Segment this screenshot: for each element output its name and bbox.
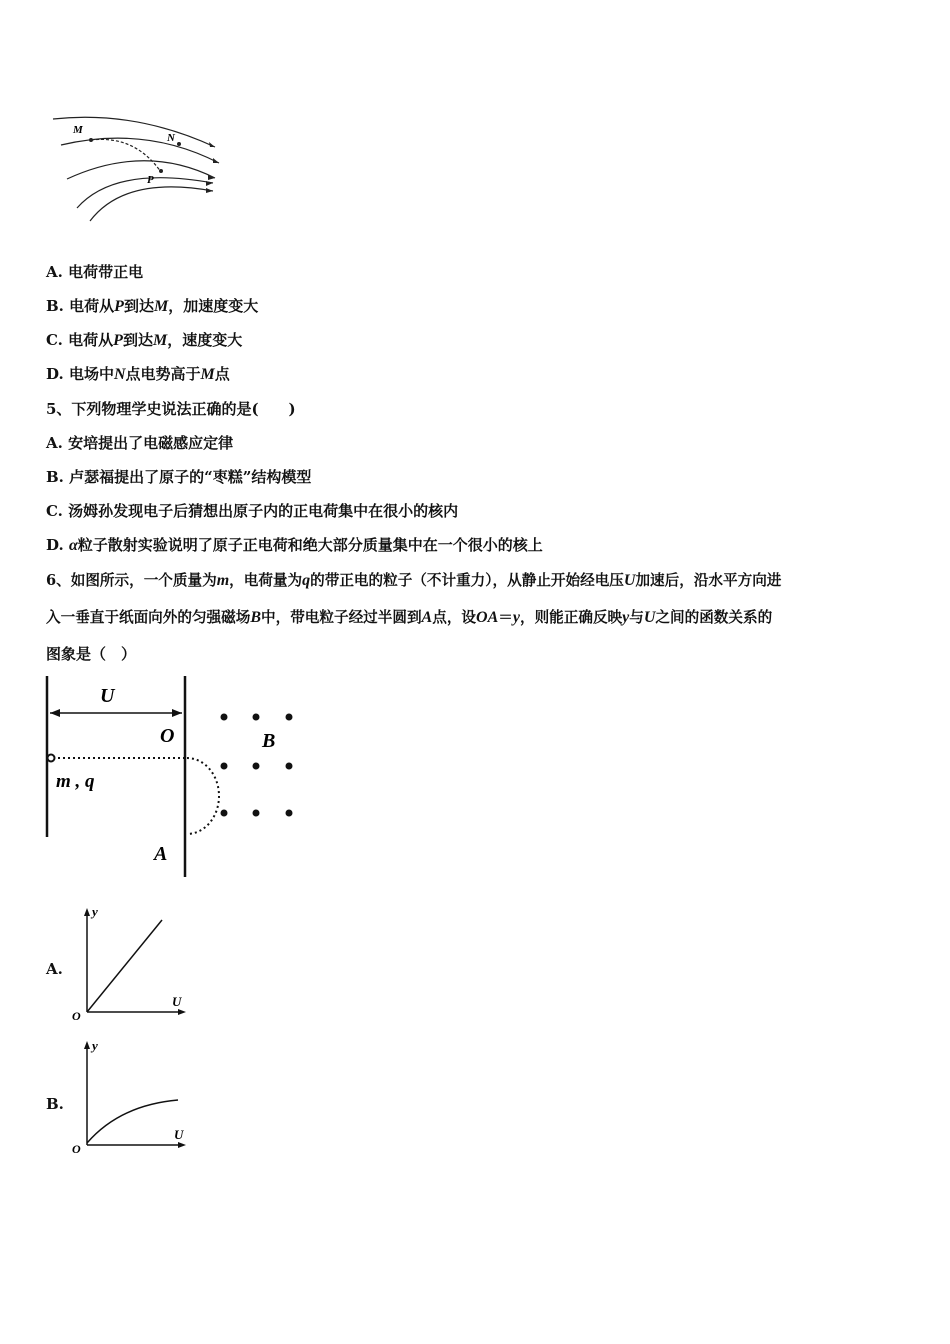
label-o: O (160, 725, 175, 747)
origin-label: O (72, 1009, 81, 1023)
label-m: M (73, 124, 83, 136)
q4-option-c: C. 电荷从P到达M，速度变大 (46, 331, 243, 349)
q6-stem-line3: 图象是（ ） (46, 645, 137, 663)
q5-option-c: C. 汤姆孙发现电子后猜想出原子内的正电荷集中在很小的核内 (46, 502, 459, 520)
q6-stem-line2: 入一垂直于纸面向外的匀强磁场B中，带电粒子经过半圆到A点，设OA＝y，则能正确反映y与U之间的函数关系的 (46, 609, 773, 626)
label-a: A (154, 843, 168, 865)
label-p: P (147, 174, 154, 186)
label-mq: m , q (56, 771, 95, 792)
q5-option-b: B. 卢瑟福提出了原子的“枣糕”结构模型 (46, 468, 312, 486)
field-lines-figure (45, 105, 225, 230)
label-u: U (100, 685, 115, 707)
origin-label: O (72, 1142, 81, 1156)
label-b: B (262, 730, 276, 752)
q4-option-d: D. 电场中N点电势高于M点 (46, 365, 230, 383)
graph-option-b (70, 1035, 190, 1160)
q5-option-a: A. 安培提出了电磁感应定律 (46, 434, 234, 452)
q4-option-b: B. 电荷从P到达M，加速度变大 (46, 297, 259, 315)
graph-option-a (70, 900, 190, 1025)
magnetic-field-figure (40, 672, 310, 882)
y-axis-label: y (92, 1038, 98, 1053)
q4-option-a: A. 电荷带正电 (46, 263, 144, 281)
x-axis-label: U (174, 1127, 184, 1142)
q6-option-b-key: B. (46, 1095, 64, 1113)
label-n: N (167, 132, 175, 144)
q5-stem: 5、下列物理学史说法正确的是( ) (46, 400, 296, 418)
q6-option-a-key: A. (46, 960, 63, 978)
y-axis-label: y (92, 904, 98, 919)
q6-stem-line1: 6、如图所示，一个质量为m，电荷量为q的带正电的粒子（不计重力），从静止开始经电压U加速后，沿水平方向进 (46, 572, 782, 589)
x-axis-label: U (172, 994, 182, 1009)
q5-option-d: D. α粒子散射实验说明了原子正电荷和绝大部分质量集中在一个很小的核上 (46, 536, 543, 554)
